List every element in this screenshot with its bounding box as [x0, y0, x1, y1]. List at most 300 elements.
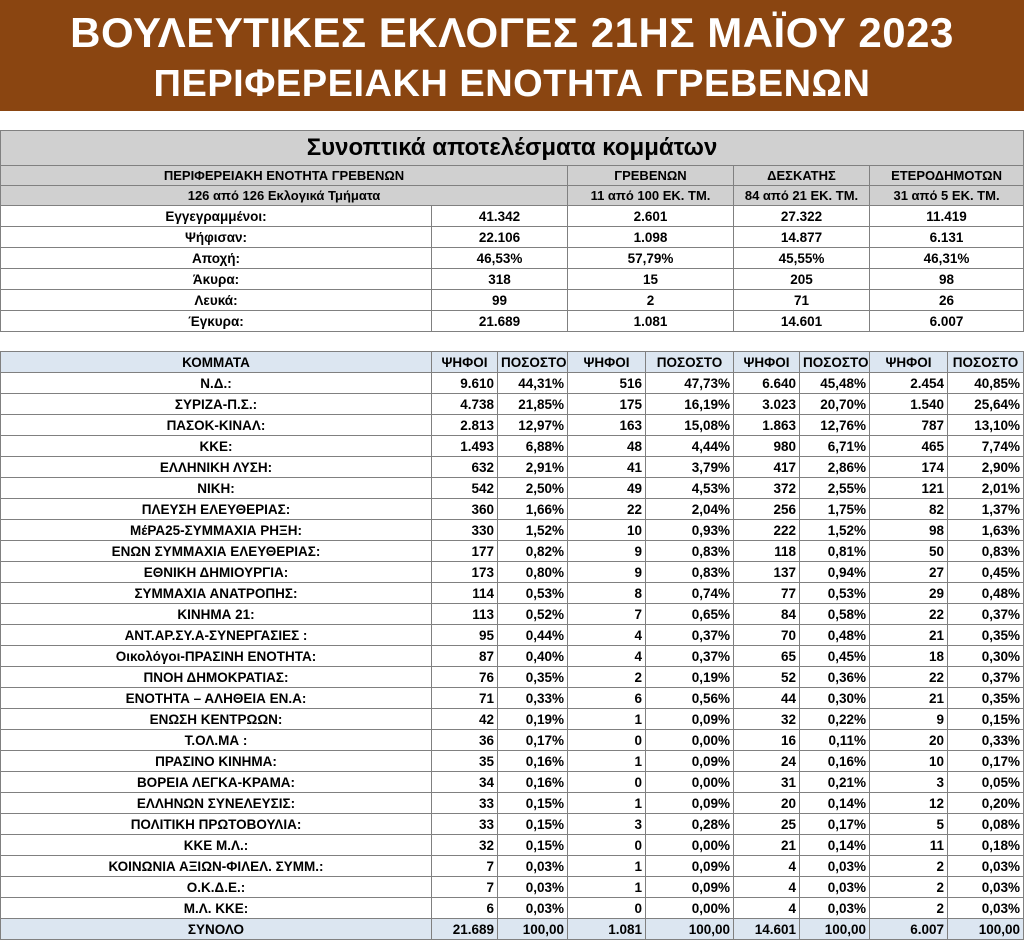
total-label: ΣΥΝΟΛΟ	[1, 919, 432, 940]
party-votes: 16	[734, 730, 800, 751]
party-votes: 4	[734, 877, 800, 898]
party-percent: 0,52%	[498, 604, 568, 625]
party-percent: 2,50%	[498, 478, 568, 499]
party-name: Οικολόγοι-ΠΡΑΣΙΝΗ ΕΝΟΤΗΤΑ:	[1, 646, 432, 667]
summary-value: 71	[734, 290, 870, 311]
party-percent: 0,09%	[646, 793, 734, 814]
party-votes: 49	[568, 478, 646, 499]
party-row	[1, 772, 1024, 793]
party-votes: 65	[734, 646, 800, 667]
party-name: Μ.Λ. ΚΚΕ:	[1, 898, 432, 919]
party-votes: 52	[734, 667, 800, 688]
party-votes: 33	[432, 814, 498, 835]
party-votes: 25	[734, 814, 800, 835]
party-percent: 0,08%	[948, 814, 1024, 835]
party-name: ΚΟΙΝΩΝΙΑ ΑΞΙΩΝ-ΦΙΛΕΛ. ΣΥΜΜ.:	[1, 856, 432, 877]
party-percent: 0,37%	[646, 625, 734, 646]
party-percent: 0,35%	[948, 688, 1024, 709]
summary-value: 1.098	[568, 227, 734, 248]
summary-value: 21.689	[432, 311, 568, 332]
party-name: ΕΝΩΣΗ ΚΕΝΤΡΩΩΝ:	[1, 709, 432, 730]
total-percent: 100,00	[498, 919, 568, 940]
party-percent: 0,40%	[498, 646, 568, 667]
summary-value: 15	[568, 269, 734, 290]
party-votes: 12	[870, 793, 948, 814]
party-votes: 4.738	[432, 394, 498, 415]
party-votes: 173	[432, 562, 498, 583]
summary-value: 26	[870, 290, 1024, 311]
party-votes: 22	[870, 667, 948, 688]
party-percent: 0,45%	[800, 646, 870, 667]
party-percent: 21,85%	[498, 394, 568, 415]
party-votes: 32	[432, 835, 498, 856]
party-percent: 0,16%	[498, 772, 568, 793]
party-row	[1, 583, 1024, 604]
party-percent: 0,82%	[498, 541, 568, 562]
party-percent: 0,48%	[948, 583, 1024, 604]
party-votes: 1.493	[432, 436, 498, 457]
party-header-row	[1, 352, 1024, 373]
total-votes: 14.601	[734, 919, 800, 940]
party-name: ΕΝΩΝ ΣΥΜΜΑΧΙΑ ΕΛΕΥΘΕΡΙΑΣ:	[1, 541, 432, 562]
party-percent: 12,97%	[498, 415, 568, 436]
party-votes: 31	[734, 772, 800, 793]
party-percent: 25,64%	[948, 394, 1024, 415]
party-votes: 980	[734, 436, 800, 457]
region-name-total: ΠΕΡΙΦΕΡΕΙΑΚΗ ΕΝΟΤΗΤΑ ΓΡΕΒΕΝΩΝ	[1, 166, 568, 186]
party-percent: 0,09%	[646, 856, 734, 877]
party-votes: 87	[432, 646, 498, 667]
party-percent: 0,03%	[498, 898, 568, 919]
party-percent: 0,14%	[800, 793, 870, 814]
party-percent: 1,75%	[800, 499, 870, 520]
party-name: Ν.Δ.:	[1, 373, 432, 394]
party-name: Ο.Κ.Δ.Ε.:	[1, 877, 432, 898]
party-votes: 2.454	[870, 373, 948, 394]
party-percent: 0,58%	[800, 604, 870, 625]
party-votes: 27	[870, 562, 948, 583]
party-percent: 0,15%	[498, 814, 568, 835]
party-votes: 7	[432, 856, 498, 877]
party-votes: 84	[734, 604, 800, 625]
party-percent: 0,03%	[800, 856, 870, 877]
party-percent: 2,55%	[800, 478, 870, 499]
party-votes: 41	[568, 457, 646, 478]
party-name: ΚΙΝΗΜΑ 21:	[1, 604, 432, 625]
summary-value: 14.601	[734, 311, 870, 332]
party-votes: 77	[734, 583, 800, 604]
party-votes: 34	[432, 772, 498, 793]
total-votes: 21.689	[432, 919, 498, 940]
party-votes: 32	[734, 709, 800, 730]
party-votes: 3.023	[734, 394, 800, 415]
party-votes: 44	[734, 688, 800, 709]
party-percent: 0,33%	[498, 688, 568, 709]
region-sub-eterodimoton: 31 από 5 ΕΚ. ΤΜ.	[870, 186, 1024, 206]
table-title: Συνοπτικά αποτελέσματα κομμάτων	[1, 131, 1024, 166]
summary-value: 41.342	[432, 206, 568, 227]
party-votes: 114	[432, 583, 498, 604]
party-votes: 42	[432, 709, 498, 730]
party-name: Τ.ΟΛ.ΜΑ :	[1, 730, 432, 751]
party-votes: 8	[568, 583, 646, 604]
summary-value: 22.106	[432, 227, 568, 248]
party-percent: 0,03%	[800, 898, 870, 919]
party-votes: 2	[870, 856, 948, 877]
party-percent: 0,00%	[646, 772, 734, 793]
column-header-percent: ΠΟΣΟΣΤΟ	[800, 352, 870, 373]
party-row	[1, 814, 1024, 835]
region-sub-total: 126 από 126 Εκλογικά Τμήματα	[1, 186, 568, 206]
region-sub-deskati: 84 από 21 ΕΚ. ΤΜ.	[734, 186, 870, 206]
party-percent: 0,09%	[646, 751, 734, 772]
party-row	[1, 709, 1024, 730]
party-percent: 0,37%	[948, 604, 1024, 625]
total-votes: 1.081	[568, 919, 646, 940]
party-percent: 0,00%	[646, 898, 734, 919]
party-name: ΠΛΕΥΣΗ ΕΛΕΥΘΕΡΙΑΣ:	[1, 499, 432, 520]
party-votes: 4	[734, 898, 800, 919]
party-votes: 20	[734, 793, 800, 814]
party-percent: 0,17%	[948, 751, 1024, 772]
party-percent: 0,21%	[800, 772, 870, 793]
party-votes: 48	[568, 436, 646, 457]
party-percent: 0,03%	[948, 856, 1024, 877]
party-name: ΝΙΚΗ:	[1, 478, 432, 499]
party-percent: 4,53%	[646, 478, 734, 499]
party-name: ΠΝΟΗ ΔΗΜΟΚΡΑΤΙΑΣ:	[1, 667, 432, 688]
party-row	[1, 898, 1024, 919]
column-header-votes: ΨΗΦΟΙ	[568, 352, 646, 373]
party-percent: 0,19%	[646, 667, 734, 688]
party-percent: 0,03%	[800, 877, 870, 898]
party-votes: 22	[568, 499, 646, 520]
party-percent: 0,83%	[948, 541, 1024, 562]
party-percent: 0,28%	[646, 814, 734, 835]
party-votes: 2	[568, 667, 646, 688]
party-votes: 50	[870, 541, 948, 562]
party-votes: 222	[734, 520, 800, 541]
party-row	[1, 856, 1024, 877]
party-percent: 0,09%	[646, 709, 734, 730]
party-percent: 0,83%	[646, 562, 734, 583]
table-title-row	[1, 131, 1024, 166]
party-percent: 0,30%	[948, 646, 1024, 667]
party-percent: 0,03%	[948, 898, 1024, 919]
summary-label: Αποχή:	[1, 248, 432, 269]
party-name: ΚΚΕ:	[1, 436, 432, 457]
summary-value: 2.601	[568, 206, 734, 227]
party-percent: 0,35%	[948, 625, 1024, 646]
party-percent: 0,33%	[948, 730, 1024, 751]
party-votes: 70	[734, 625, 800, 646]
party-percent: 0,03%	[498, 877, 568, 898]
party-votes: 1	[568, 751, 646, 772]
party-percent: 0,16%	[498, 751, 568, 772]
party-percent: 0,37%	[646, 646, 734, 667]
party-name: ΕΛΛΗΝΙΚΗ ΛΥΣΗ:	[1, 457, 432, 478]
party-percent: 0,15%	[948, 709, 1024, 730]
region-name-deskati: ΔΕΣΚΑΤΗΣ	[734, 166, 870, 186]
party-name: ΣΥΡΙΖΑ-Π.Σ.:	[1, 394, 432, 415]
party-percent: 0,16%	[800, 751, 870, 772]
party-votes: 71	[432, 688, 498, 709]
party-percent: 0,56%	[646, 688, 734, 709]
party-percent: 0,19%	[498, 709, 568, 730]
party-percent: 0,15%	[498, 835, 568, 856]
total-percent: 100,00	[646, 919, 734, 940]
summary-value: 6.131	[870, 227, 1024, 248]
party-row	[1, 793, 1024, 814]
party-percent: 0,48%	[800, 625, 870, 646]
party-votes: 360	[432, 499, 498, 520]
party-votes: 6.640	[734, 373, 800, 394]
column-header-votes: ΨΗΦΟΙ	[870, 352, 948, 373]
party-votes: 9	[568, 541, 646, 562]
party-votes: 1.863	[734, 415, 800, 436]
party-votes: 417	[734, 457, 800, 478]
party-votes: 1	[568, 709, 646, 730]
party-votes: 1	[568, 793, 646, 814]
party-votes: 0	[568, 730, 646, 751]
party-percent: 0,03%	[498, 856, 568, 877]
summary-value: 99	[432, 290, 568, 311]
party-votes: 9.610	[432, 373, 498, 394]
party-votes: 1.540	[870, 394, 948, 415]
region-name-grevena: ΓΡΕΒΕΝΩΝ	[568, 166, 734, 186]
party-percent: 15,08%	[646, 415, 734, 436]
summary-value: 57,79%	[568, 248, 734, 269]
party-votes: 9	[568, 562, 646, 583]
party-votes: 22	[870, 604, 948, 625]
party-percent: 1,52%	[800, 520, 870, 541]
party-percent: 0,00%	[646, 835, 734, 856]
party-votes: 372	[734, 478, 800, 499]
party-percent: 0,30%	[800, 688, 870, 709]
party-votes: 2	[870, 877, 948, 898]
party-percent: 0,80%	[498, 562, 568, 583]
party-percent: 0,20%	[948, 793, 1024, 814]
party-votes: 4	[734, 856, 800, 877]
party-percent: 0,74%	[646, 583, 734, 604]
party-votes: 11	[870, 835, 948, 856]
column-header-percent: ΠΟΣΟΣΤΟ	[498, 352, 568, 373]
party-percent: 0,81%	[800, 541, 870, 562]
column-header-percent: ΠΟΣΟΣΤΟ	[948, 352, 1024, 373]
party-name: ΕΛΛΗΝΩΝ ΣΥΝΕΛΕΥΣΙΣ:	[1, 793, 432, 814]
summary-value: 45,55%	[734, 248, 870, 269]
party-votes: 82	[870, 499, 948, 520]
party-votes: 29	[870, 583, 948, 604]
party-percent: 40,85%	[948, 373, 1024, 394]
summary-row	[1, 248, 1024, 269]
party-percent: 47,73%	[646, 373, 734, 394]
results-table	[0, 130, 1024, 940]
party-votes: 9	[870, 709, 948, 730]
summary-row	[1, 227, 1024, 248]
party-votes: 118	[734, 541, 800, 562]
summary-row	[1, 311, 1024, 332]
party-percent: 0,65%	[646, 604, 734, 625]
party-row	[1, 541, 1024, 562]
party-name: ΕΝΟΤΗΤΑ – ΑΛΗΘΕΙΑ ΕΝ.Α:	[1, 688, 432, 709]
party-votes: 21	[870, 688, 948, 709]
party-percent: 0,53%	[498, 583, 568, 604]
summary-label: Εγγεγραμμένοι:	[1, 206, 432, 227]
party-row	[1, 688, 1024, 709]
party-row	[1, 520, 1024, 541]
banner-title: ΒΟΥΛΕΥΤΙΚΕΣ ΕΚΛΟΓΕΣ 21ΗΣ ΜΑΪΟΥ 2023	[70, 9, 954, 56]
summary-row	[1, 269, 1024, 290]
party-percent: 0,03%	[948, 877, 1024, 898]
party-percent: 2,86%	[800, 457, 870, 478]
party-row	[1, 373, 1024, 394]
column-header-parties: ΚΟΜΜΑΤΑ	[1, 352, 432, 373]
party-percent: 2,04%	[646, 499, 734, 520]
party-votes: 0	[568, 835, 646, 856]
party-row	[1, 625, 1024, 646]
party-row	[1, 835, 1024, 856]
party-votes: 175	[568, 394, 646, 415]
party-votes: 95	[432, 625, 498, 646]
party-percent: 0,17%	[498, 730, 568, 751]
party-votes: 21	[734, 835, 800, 856]
party-votes: 330	[432, 520, 498, 541]
party-votes: 33	[432, 793, 498, 814]
party-votes: 4	[568, 646, 646, 667]
region-header-row	[1, 166, 1024, 186]
party-votes: 18	[870, 646, 948, 667]
party-votes: 76	[432, 667, 498, 688]
party-percent: 2,01%	[948, 478, 1024, 499]
party-votes: 10	[870, 751, 948, 772]
party-votes: 6	[568, 688, 646, 709]
party-row	[1, 499, 1024, 520]
party-percent: 1,63%	[948, 520, 1024, 541]
spacer-cell	[1, 332, 1024, 352]
party-votes: 2	[870, 898, 948, 919]
total-votes: 6.007	[870, 919, 948, 940]
party-row	[1, 751, 1024, 772]
summary-row	[1, 290, 1024, 311]
party-row	[1, 604, 1024, 625]
summary-label: Λευκά:	[1, 290, 432, 311]
party-percent: 0,22%	[800, 709, 870, 730]
summary-label: Ψήφισαν:	[1, 227, 432, 248]
party-percent: 12,76%	[800, 415, 870, 436]
party-votes: 36	[432, 730, 498, 751]
summary-value: 98	[870, 269, 1024, 290]
party-votes: 516	[568, 373, 646, 394]
summary-value: 11.419	[870, 206, 1024, 227]
party-votes: 24	[734, 751, 800, 772]
party-votes: 2.813	[432, 415, 498, 436]
column-header-percent: ΠΟΣΟΣΤΟ	[646, 352, 734, 373]
party-percent: 3,79%	[646, 457, 734, 478]
party-percent: 16,19%	[646, 394, 734, 415]
region-name-eterodimoton: ΕΤΕΡΟΔΗΜΟΤΩΝ	[870, 166, 1024, 186]
party-name: ΠΟΛΙΤΙΚΗ ΠΡΩΤΟΒΟΥΛΙΑ:	[1, 814, 432, 835]
total-percent: 100,00	[800, 919, 870, 940]
party-percent: 0,37%	[948, 667, 1024, 688]
spacer-row	[1, 332, 1024, 352]
summary-value: 1.081	[568, 311, 734, 332]
summary-label: Έγκυρα:	[1, 311, 432, 332]
summary-value: 6.007	[870, 311, 1024, 332]
summary-value: 14.877	[734, 227, 870, 248]
party-votes: 20	[870, 730, 948, 751]
party-votes: 121	[870, 478, 948, 499]
party-votes: 465	[870, 436, 948, 457]
party-row	[1, 877, 1024, 898]
party-percent: 0,45%	[948, 562, 1024, 583]
party-votes: 0	[568, 898, 646, 919]
party-votes: 7	[432, 877, 498, 898]
summary-value: 46,53%	[432, 248, 568, 269]
party-votes: 10	[568, 520, 646, 541]
party-row	[1, 562, 1024, 583]
party-votes: 113	[432, 604, 498, 625]
party-name: ΕΘΝΙΚΗ ΔΗΜΙΟΥΡΓΙΑ:	[1, 562, 432, 583]
party-percent: 1,52%	[498, 520, 568, 541]
party-votes: 35	[432, 751, 498, 772]
party-name: ΠΡΑΣΙΝΟ ΚΙΝΗΜΑ:	[1, 751, 432, 772]
summary-value: 46,31%	[870, 248, 1024, 269]
party-votes: 6	[432, 898, 498, 919]
party-percent: 0,09%	[646, 877, 734, 898]
region-subheader-row	[1, 186, 1024, 206]
party-percent: 0,36%	[800, 667, 870, 688]
party-percent: 0,44%	[498, 625, 568, 646]
party-row	[1, 436, 1024, 457]
party-percent: 0,18%	[948, 835, 1024, 856]
party-votes: 787	[870, 415, 948, 436]
party-percent: 0,05%	[948, 772, 1024, 793]
summary-value: 2	[568, 290, 734, 311]
header-banner	[0, 0, 1024, 111]
party-percent: 45,48%	[800, 373, 870, 394]
party-percent: 20,70%	[800, 394, 870, 415]
party-percent: 1,66%	[498, 499, 568, 520]
party-row	[1, 457, 1024, 478]
party-percent: 0,35%	[498, 667, 568, 688]
party-row	[1, 667, 1024, 688]
party-percent: 0,00%	[646, 730, 734, 751]
party-percent: 0,17%	[800, 814, 870, 835]
total-percent: 100,00	[948, 919, 1024, 940]
party-row	[1, 478, 1024, 499]
banner-subtitle: ΠΕΡΙΦΕΡΕΙΑΚΗ ΕΝΟΤΗΤΑ ΓΡΕΒΕΝΩΝ	[153, 63, 871, 105]
party-percent: 6,88%	[498, 436, 568, 457]
party-votes: 256	[734, 499, 800, 520]
party-percent: 0,93%	[646, 520, 734, 541]
party-votes: 1	[568, 877, 646, 898]
party-votes: 7	[568, 604, 646, 625]
party-row	[1, 415, 1024, 436]
spreadsheet-top-strip	[0, 114, 1024, 131]
total-row	[1, 919, 1024, 940]
party-name: ΜέΡΑ25-ΣΥΜΜΑΧΙΑ ΡΗΞΗ:	[1, 520, 432, 541]
party-votes: 632	[432, 457, 498, 478]
party-votes: 542	[432, 478, 498, 499]
party-name: ΚΚΕ Μ.Λ.:	[1, 835, 432, 856]
party-percent: 0,83%	[646, 541, 734, 562]
party-percent: 1,37%	[948, 499, 1024, 520]
party-votes: 137	[734, 562, 800, 583]
summary-label: Άκυρα:	[1, 269, 432, 290]
party-percent: 0,15%	[498, 793, 568, 814]
region-sub-grevena: 11 από 100 ΕΚ. ΤΜ.	[568, 186, 734, 206]
